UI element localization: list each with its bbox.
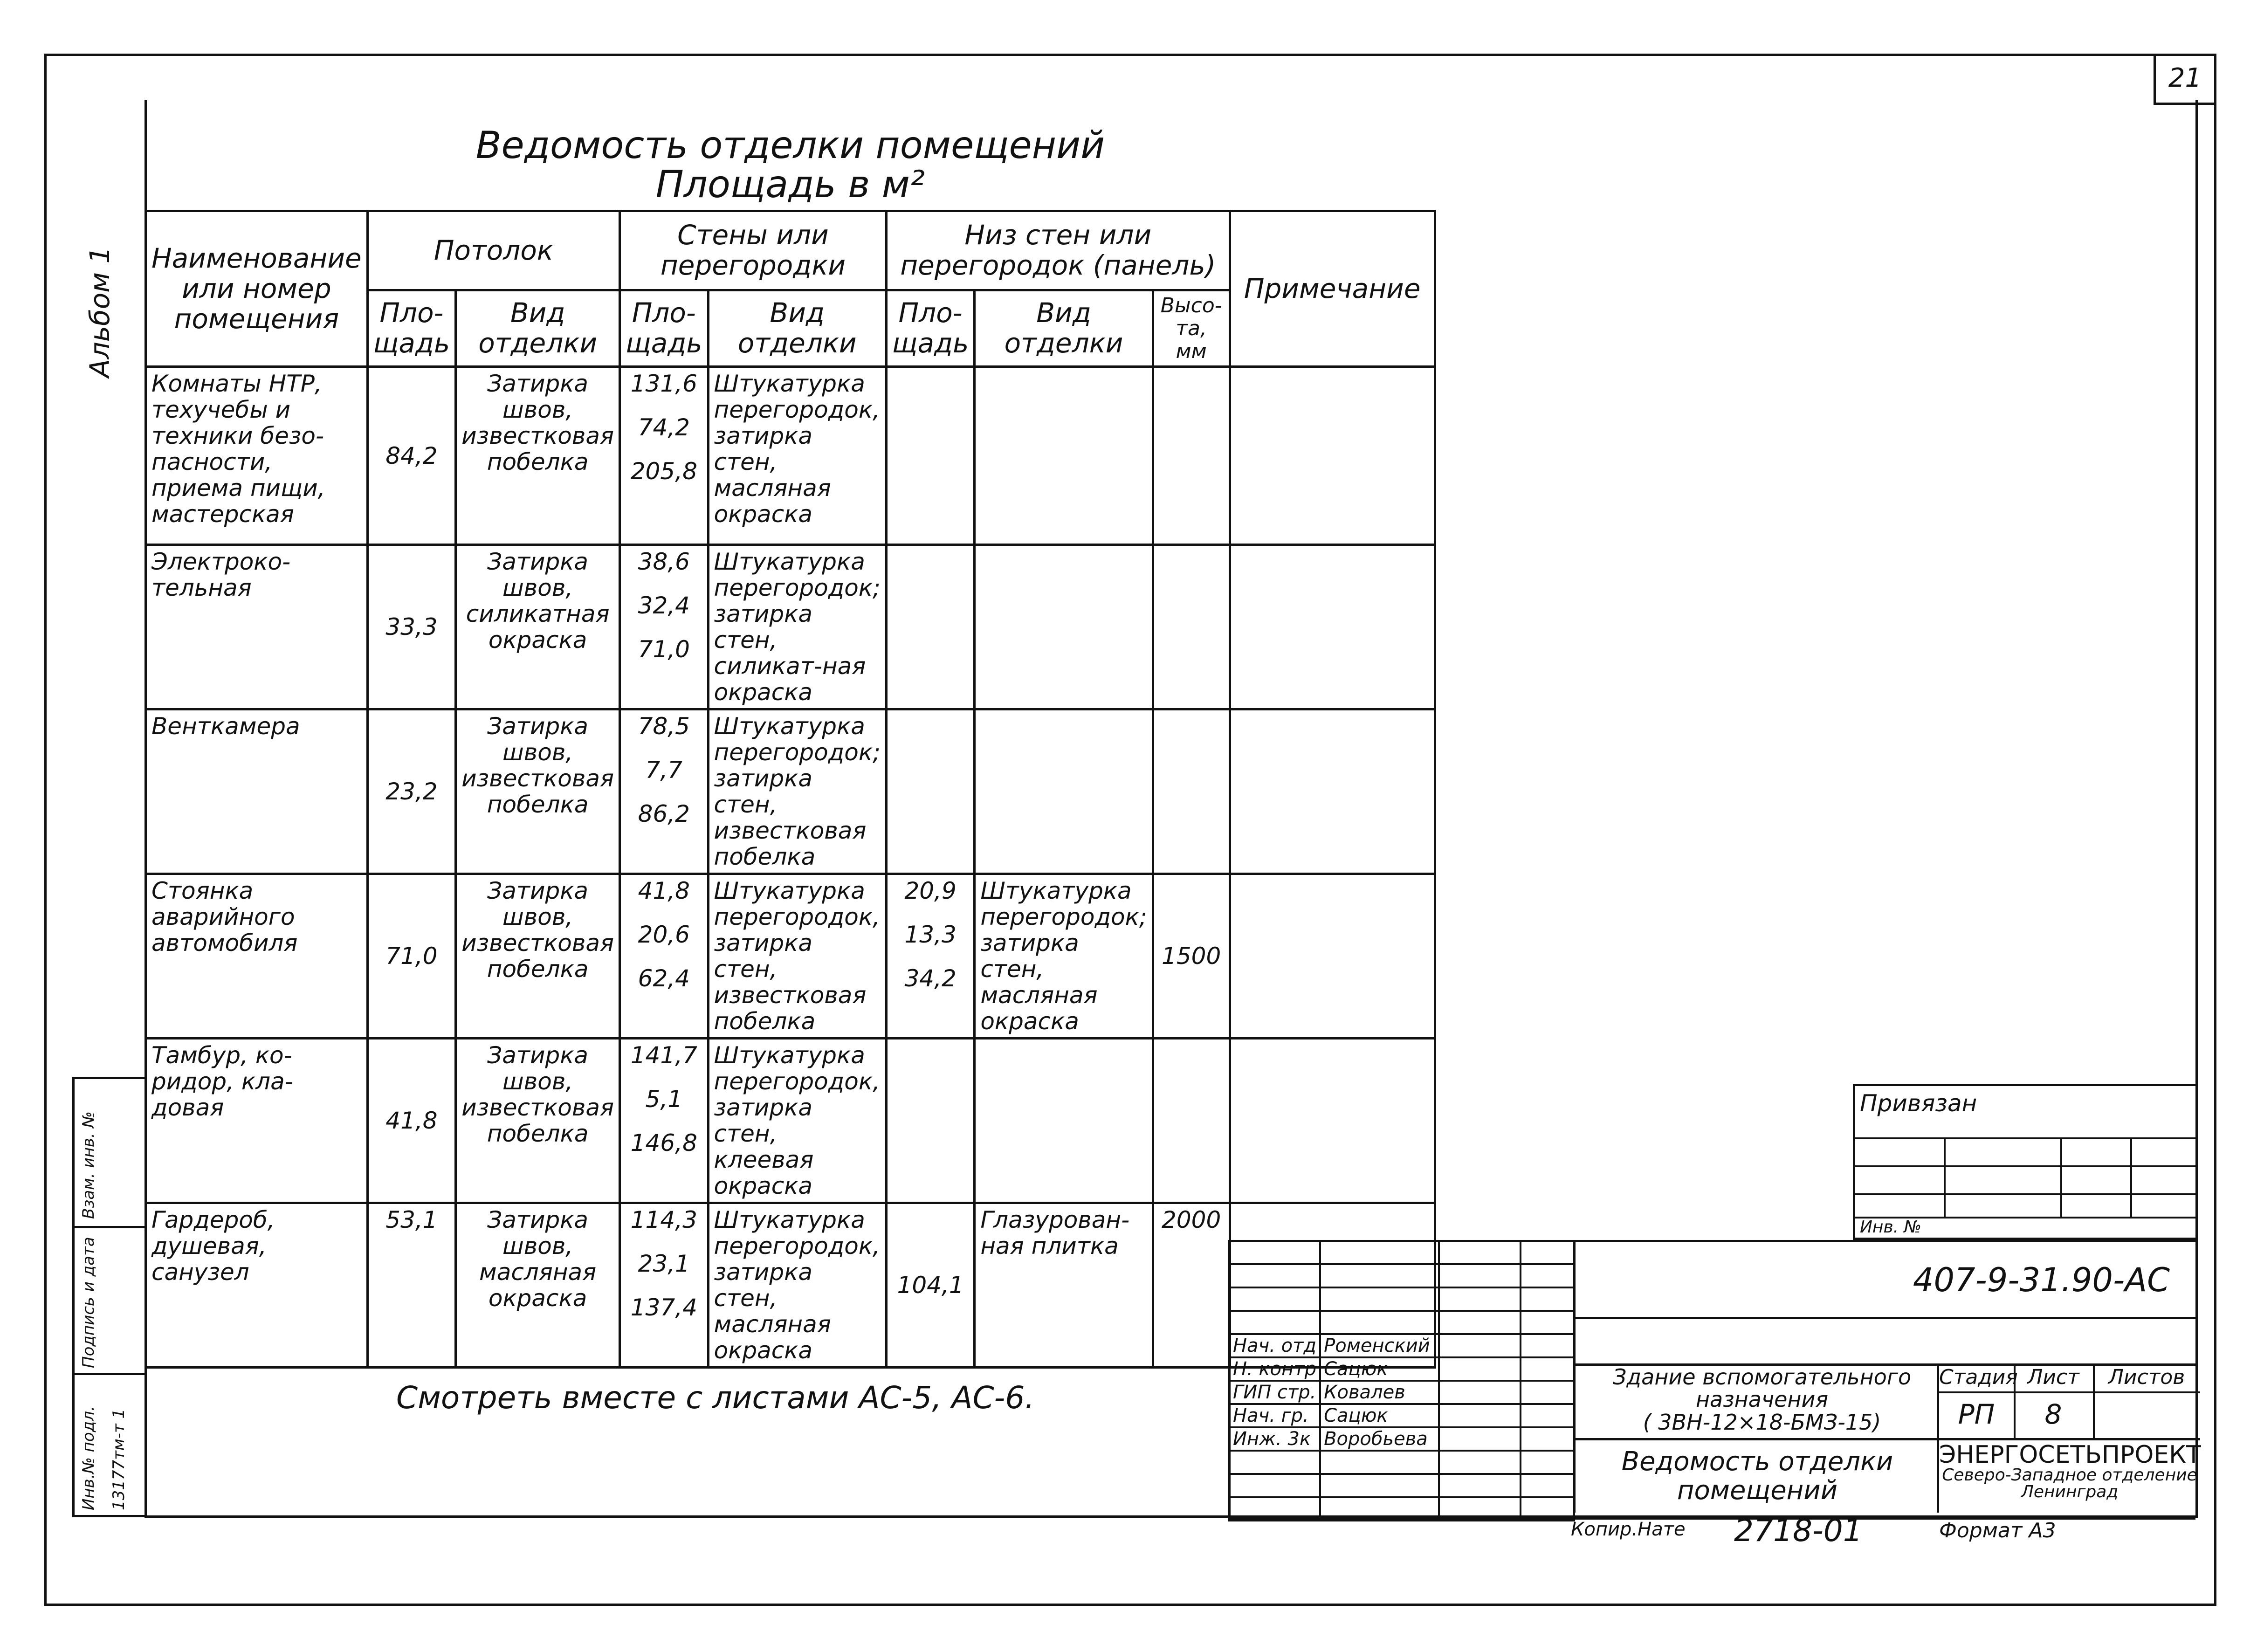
copied-label: Копир.Нате — [1571, 1519, 1686, 1540]
staff-row — [1229, 1334, 1574, 1357]
privyazan-inv-label: Инв. № — [1860, 1218, 1922, 1237]
strip-inv-original-cell — [75, 1375, 145, 1513]
privyazan-label: Привязан — [1860, 1090, 1977, 1117]
org-line-1: ЭНЕРГОСЕТЬПРОЕКТ — [1939, 1441, 2201, 1469]
header-ceiling: Потолок — [367, 211, 619, 290]
staff-name: Роменский — [1320, 1334, 1439, 1357]
lower-area — [886, 545, 974, 709]
org-line-3: Ленинград — [2021, 1482, 2119, 1501]
stage-label: Стадия — [1939, 1365, 2018, 1389]
strip-replaces-inv: Взам. инв. № — [79, 1111, 98, 1219]
wall-area: 5,1 — [645, 1086, 683, 1113]
ceiling-area: 41,8 — [367, 1039, 455, 1203]
lower-finish — [975, 709, 1153, 874]
panel-height — [1153, 545, 1230, 709]
lower-area: 20,9 — [904, 877, 956, 905]
wall-area: 23,1 — [638, 1250, 690, 1278]
ceiling-area: 33,3 — [367, 545, 455, 709]
album-label — [84, 200, 121, 378]
staff-signature — [1439, 1381, 1521, 1404]
signature-grid — [1228, 1240, 1575, 1521]
title-block-right — [1573, 1242, 2201, 1513]
wall-area: 41,8 — [638, 877, 690, 905]
header-walls: Стены или перегородки — [620, 211, 887, 290]
header-ceiling-finish: Вид отделки — [456, 290, 620, 367]
panel-height: 1500 — [1153, 874, 1230, 1039]
sheet-title — [1585, 1447, 1930, 1505]
staff-row — [1229, 1381, 1574, 1404]
building-line-1: Здание вспомогательного — [1612, 1364, 1912, 1390]
room-name: Венткамера — [146, 709, 368, 874]
wall-areas — [620, 545, 708, 709]
header-lower-finish: Вид отделки — [975, 290, 1153, 367]
ceiling-finish: Затирка швов, масляная окраска — [456, 1203, 620, 1368]
sheet-title-line-2: помещений — [1677, 1475, 1838, 1506]
ceiling-area: 84,2 — [367, 367, 455, 545]
table-title — [146, 107, 1435, 211]
wall-areas — [620, 1039, 708, 1203]
lower-finish — [975, 367, 1153, 545]
wall-finish: Штукатурка перегородок; затирка стен, силикат-ная окраска — [708, 545, 886, 709]
lower-area: 13,3 — [904, 921, 956, 949]
staff-signature — [1439, 1357, 1521, 1381]
staff-role: ГИП стр. — [1229, 1381, 1320, 1404]
lower-finish: Штукатурка перегородок; затирка стен, масляная окраска — [975, 874, 1153, 1039]
wall-finish: Штукатурка перегородок, затирка стен, масляная окраска — [708, 367, 886, 545]
sheet-label: Лист — [2027, 1365, 2079, 1389]
panel-height — [1153, 367, 1230, 545]
left-margin-strip — [72, 1077, 147, 1517]
staff-name: Сацюк — [1320, 1404, 1439, 1427]
order-number: 2718-01 — [1734, 1513, 1863, 1549]
wall-area: 78,5 — [638, 713, 690, 740]
format-label: Формат А3 — [1939, 1519, 2056, 1542]
table-row — [146, 874, 1435, 1039]
staff-signature — [1439, 1404, 1521, 1427]
privyazan-block — [1853, 1084, 2195, 1240]
table-row — [146, 367, 1435, 545]
ceiling-area: 23,2 — [367, 709, 455, 874]
building-line-2: назначения — [1695, 1387, 1829, 1412]
wall-area: 20,6 — [638, 921, 690, 949]
wall-areas — [620, 874, 708, 1039]
header-wall-finish: Вид отделки — [708, 290, 886, 367]
wall-finish: Штукатурка перегородок; затирка стен, известковая побелка — [708, 709, 886, 874]
wall-finish: Штукатурка перегородок, затирка стен, масляная окраска — [708, 1203, 886, 1368]
lower-area — [886, 709, 974, 874]
lower-area — [886, 367, 974, 545]
staff-name: Сацюк — [1320, 1357, 1439, 1381]
ceiling-finish: Затирка швов, известковая побелка — [456, 1039, 620, 1203]
sheets-label: Листов — [2108, 1365, 2185, 1389]
panel-height — [1153, 709, 1230, 874]
stage-grid — [1937, 1363, 2200, 1513]
panel-height — [1153, 1039, 1230, 1203]
room-name: Комнаты НТР, техучебы и техники безо-пасности, приема пищи, мастерская — [146, 367, 368, 545]
wall-finish: Штукатурка перегородок, затирка стен, известковая побелка — [708, 874, 886, 1039]
strip-inv-original: Инв.№ подл. — [79, 1406, 98, 1510]
strip-replaces-inv-cell — [75, 1079, 145, 1228]
header-note: Примечание — [1230, 211, 1435, 367]
strip-signature-date-cell — [75, 1228, 145, 1375]
building-name — [1590, 1366, 1934, 1433]
sheet-title-line-1: Ведомость отделки — [1621, 1446, 1893, 1477]
sheet-number-box — [2154, 54, 2214, 105]
ceiling-area: 71,0 — [367, 874, 455, 1039]
wall-area-total: 62,4 — [638, 965, 690, 992]
wall-areas — [620, 1203, 708, 1368]
staff-signature — [1439, 1427, 1521, 1451]
wall-area: 74,2 — [638, 414, 690, 441]
row-note — [1230, 367, 1435, 545]
header-wall-area: Пло-щадь — [620, 290, 708, 367]
lower-finish: Глазурован-ная плитка — [975, 1203, 1153, 1368]
staff-signature — [1439, 1334, 1521, 1357]
org-line-2: Северо-Западное отделение — [1942, 1466, 2197, 1485]
room-name: Тамбур, ко-ридор, кла-довая — [146, 1039, 368, 1203]
lower-finish — [975, 545, 1153, 709]
see-also-note: Смотреть вместе с листами АС-5, АС-6. — [396, 1380, 1035, 1416]
staff-role: Инж. 3к — [1229, 1427, 1320, 1451]
staff-role: Нач. отд — [1229, 1334, 1320, 1357]
room-name: Стоянка аварийного автомобиля — [146, 874, 368, 1039]
ceiling-finish: Затирка швов, известковая побелка — [456, 874, 620, 1039]
table-row — [146, 709, 1435, 874]
stage-value: РП — [1958, 1398, 1995, 1430]
wall-area-total: 86,2 — [638, 800, 690, 828]
title-line-1: Ведомость отделки помещений — [475, 124, 1105, 167]
wall-finish: Штукатурка перегородок, затирка стен, клеевая окраска — [708, 1039, 886, 1203]
title-line-2: Площадь в м² — [655, 163, 925, 206]
staff-role: Н. контр — [1229, 1357, 1320, 1381]
ceiling-area: 53,1 — [367, 1203, 455, 1368]
row-note — [1230, 545, 1435, 709]
staff-role: Нач. гр. — [1229, 1404, 1320, 1427]
album-label-text: Альбом 1 — [84, 246, 116, 378]
wall-area: 32,4 — [638, 592, 690, 620]
sheet-corner-number: 21 — [2168, 63, 2202, 93]
ceiling-finish: Затирка швов, силикатная окраска — [456, 545, 620, 709]
sheet-value: 8 — [2044, 1398, 2062, 1430]
header-lower-walls: Низ стен или перегородок (панель) — [886, 211, 1230, 290]
lower-area-total: 34,2 — [904, 965, 956, 992]
finish-schedule-table — [145, 107, 1436, 1369]
lower-areas — [886, 874, 974, 1039]
header-room: Наименование или номер помещения — [146, 211, 368, 367]
header-lower-area: Пло-щадь — [886, 290, 974, 367]
lower-area: 104,1 — [886, 1203, 974, 1368]
ceiling-finish: Затирка швов, известковая побелка — [456, 367, 620, 545]
wall-area-total: 137,4 — [630, 1294, 697, 1322]
wall-area: 38,6 — [638, 548, 690, 576]
staff-row — [1229, 1357, 1574, 1381]
document-code: 407-9-31.90-АС — [1913, 1261, 2170, 1299]
row-note — [1230, 1039, 1435, 1203]
wall-area: 141,7 — [630, 1042, 697, 1069]
title-block — [1228, 1240, 2201, 1520]
strip-inv-value: 13177тм-т 1 — [110, 1408, 128, 1510]
staff-name: Ковалев — [1320, 1381, 1439, 1404]
header-height: Высо-та, мм — [1153, 290, 1230, 367]
wall-area: 7,7 — [645, 757, 683, 784]
wall-areas — [620, 367, 708, 545]
wall-area-total: 146,8 — [630, 1129, 697, 1157]
lower-finish — [975, 1039, 1153, 1203]
ceiling-finish: Затирка швов, известковая побелка — [456, 709, 620, 874]
panel-height: 2000 — [1153, 1203, 1230, 1368]
wall-area: 131,6 — [630, 370, 697, 398]
table-row — [146, 1039, 1435, 1203]
staff-row — [1229, 1404, 1574, 1427]
table-row — [146, 545, 1435, 709]
room-name: Гардероб, душевая, санузел — [146, 1203, 368, 1368]
wall-area-total: 205,8 — [630, 458, 697, 485]
room-name: Электроко-тельная — [146, 545, 368, 709]
organization — [1939, 1443, 2200, 1501]
strip-signature-date: Подпись и дата — [79, 1237, 98, 1368]
wall-area: 114,3 — [630, 1206, 697, 1234]
wall-areas — [620, 709, 708, 874]
building-line-3: ( 3ВН-12×18-БМЗ-15) — [1643, 1409, 1881, 1435]
wall-area-total: 71,0 — [638, 636, 690, 663]
header-ceiling-area: Пло-щадь — [367, 290, 455, 367]
staff-row — [1229, 1427, 1574, 1451]
row-note — [1230, 709, 1435, 874]
lower-area — [886, 1039, 974, 1203]
row-note — [1230, 874, 1435, 1039]
staff-name: Воробьева — [1320, 1427, 1439, 1451]
